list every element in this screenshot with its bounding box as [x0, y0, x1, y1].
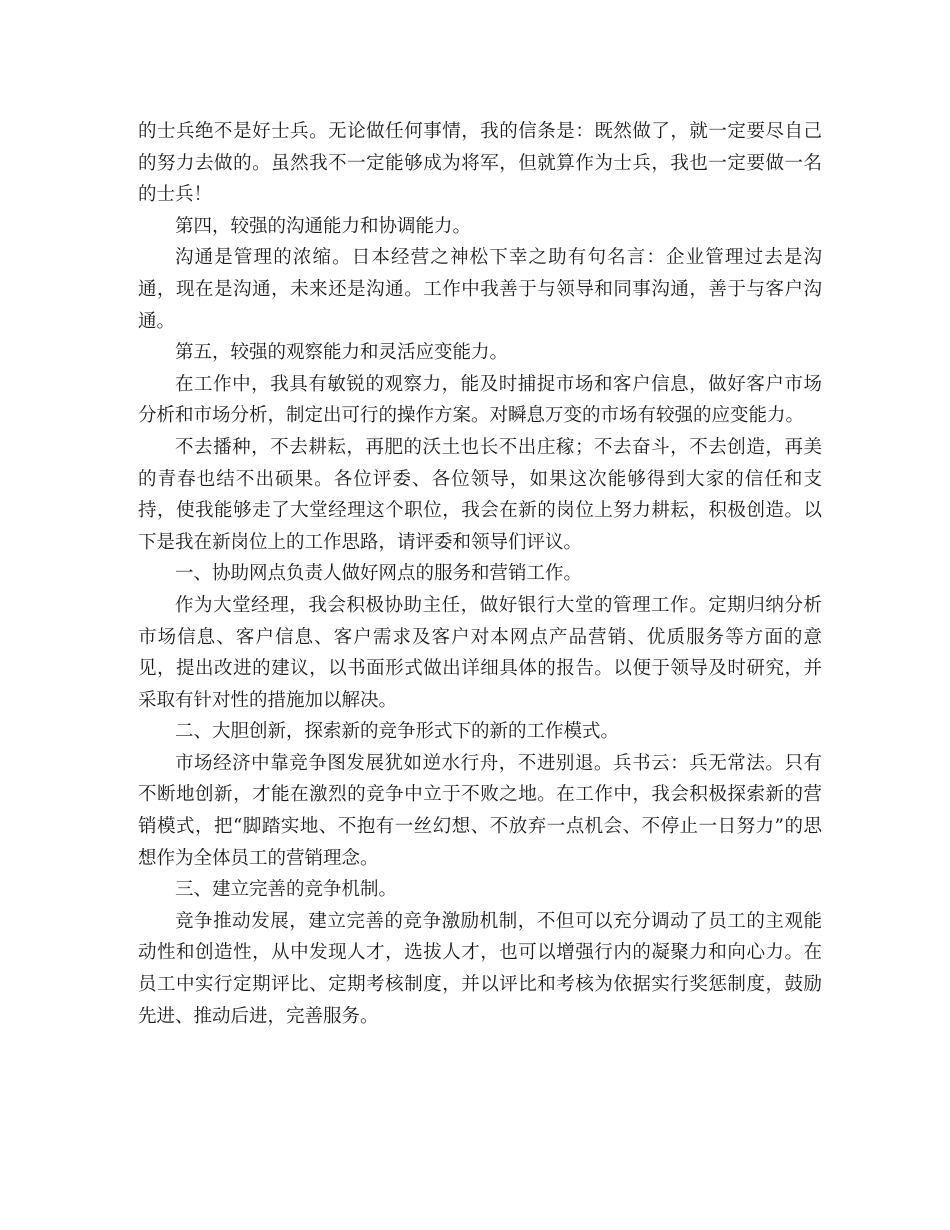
heading-section-three: 三、建立完善的竞争机制。	[175, 879, 398, 901]
paragraph-observation: 在工作中，我具有敏锐的观察力，能及时捕捉市场和客户信息，做好客户市场分析和市场分析，制定出可行的操作方案。对瞬息万变的市场有较强的应变能力。	[138, 373, 822, 427]
paragraph-transition: 不去播种，不去耕耘，再肥的沃土也长不出庄稼；不去奋斗，不去创造，再美的青春也结不出硕果。各位评委、各位领导，如果这次能够得到大家的信任和支持，使我能够走了大堂经理这个职位，我会在新的岗位上努力耕耘，积极创造。以下是我在新岗位上的工作思路，请评委和领导们评议。	[138, 436, 822, 553]
heading-fourth-point: 第四，较强的沟通能力和协调能力。	[175, 215, 472, 237]
paragraph-section-three: 竞争推动发展，建立完善的竞争激励机制，不但可以充分调动了员工的主观能动性和创造性，从中发现人才，选拔人才，也可以增强行内的凝聚力和向心力。在员工中实行定期评比、定期考核制度，并以评比和考核为依据实行奖惩制度，鼓励先进、推动后进，完善服务。	[138, 910, 822, 1027]
heading-section-one: 一、协助网点负责人做好网点的服务和营销工作。	[175, 563, 583, 585]
paragraph-continuation: 的士兵绝不是好士兵。无论做任何事情，我的信条是：既然做了，就一定要尽自己的努力去做的。虽然我不一定能够成为将军，但就算作为士兵，我也一定要做一名的士兵！	[138, 121, 822, 206]
heading-section-two: 二、大胆创新，探索新的竞争形式下的新的工作模式。	[175, 721, 620, 743]
paragraph-communication: 沟通是管理的浓缩。日本经营之神松下幸之助有句名言：企业管理过去是沟通，现在是沟通，未来还是沟通。工作中我善于与领导和同事沟通，善于与客户沟通。	[138, 247, 822, 332]
heading-fifth-point: 第五，较强的观察能力和灵活应变能力。	[175, 342, 509, 364]
paragraph-section-two: 市场经济中靠竞争图发展犹如逆水行舟，不进别退。兵书云：兵无常法。只有不断地创新，才能在激烈的竞争中立于不败之地。在工作中，我会积极探索新的营销模式，把“脚踏实地、不抱有一丝幻想、不放弃一点机会、不停止一日努力”的思想作为全体员工的营销理念。	[138, 752, 822, 869]
document-body	[138, 116, 822, 1032]
paragraph-section-one: 作为大堂经理，我会积极协助主任，做好银行大堂的管理工作。定期归纳分析市场信息、客户信息、客户需求及客户对本网点产品营销、优质服务等方面的意见，提出改进的建议，以书面形式做出详细具体的报告。以便于领导及时研究，并采取有针对性的措施加以解决。	[138, 594, 822, 711]
